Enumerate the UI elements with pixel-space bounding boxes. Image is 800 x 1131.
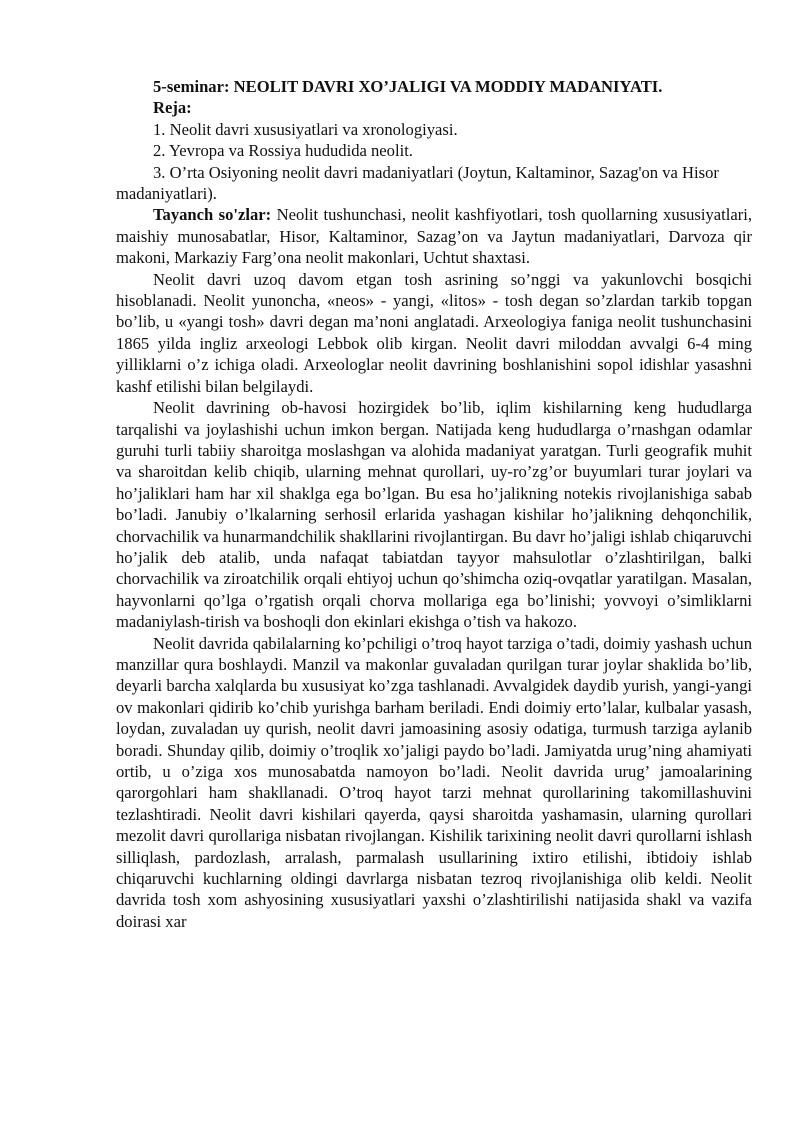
document-page [116, 76, 752, 932]
keywords-label: Tayanch so'zlar: [153, 205, 272, 225]
plan-item: 3. O’rta Osiyoning neolit davri madaniyatlari (Joytun, Kaltaminor, Sazag'on va Hisor madaniyatlari). [116, 162, 719, 204]
plan-heading: Reja: [153, 98, 192, 118]
body-paragraph: Neolit davrida qabilalarning ko’pchiligi o’troq hayot tarziga o’tadi, doimiy yashash uchun manzillar qura boshlaydi. Manzil va makonlar guvaladan qurilgan turar joylar shaklida bo’lib, deyarli barcha xalqlarda bu xususiyat ko’zga tashlanadi. Avvalgidek daydib yurish, yangi-yangi ov makonlari qidirib ko’chib yurishga barham beriladi. Endi doimiy erto’lalar, kulbalar yasash, loydan, zuvaladan uy qurish, neolit davri jamoasining asosiy odatiga, turmush tarziga aylanib boradi. Shunday qilib, doimiy o’troqlik xo’jaligi paydo bo’ladi. Jamiyatda urug’ning ahamiyati ortib, u o’ziga xos munosabatda namoyon bo’ladi. Neolit davrida urug’ jamoalarining qarorgohlari ham shakllanadi. O’troq hayot tarzi mehnat qurollarining takomillashuvini tezlashtiradi. Neolit davri kishilari qayerda, qaysi sharoitda yashamasin, ularning qurollari mezolit davri qurollariga nisbatan rivojlangan. Kishilik tarixining neolit davri qurollarni ishlash silliqlash, pardozlash, arralash, parmalash usullarining ixtiro etilishi, ibtidoiy ishlab chiqaruvchi kuchlarning oldingi davrlarga nisbatan tezroq rivojlanishiga olib keldi. Neolit davrida tosh xom ashyosining xususiyatlari yaxshi o’zlashtirilishi natijasida shakl va vazifa doirasi xar [116, 633, 752, 931]
body-paragraph: Neolit davri uzoq davom etgan tosh asrining so’nggi va yakunlovchi bosqichi hisoblanadi. Neolit yunoncha, «neos» - yangi, «litos» - tosh degan so’zlardan tarkib topgan bo’lib, u «yangi tosh» davri degan ma’noni anglatadi. Arxeologiya faniga neolit tushunchasini 1865 yilda ingliz arxeologi Lebbok olib kirgan. Neolit davri miloddan avvalgi 6-4 ming yilliklarni o’z ichiga oladi. Arxeologlar neolit davrining boshlanishini sopol idishlar yasashni kashf etilishi bilan belgilaydi. [116, 269, 752, 396]
page-title: 5-seminar: NEOLIT DAVRI XO’JALIGI VA MODDIY MADANIYATI. [153, 77, 663, 96]
plan-item: 1. Neolit davri xususiyatlari va xronologiyasi. [153, 119, 458, 139]
keywords-text: Neolit tushunchasi, neolit kashfiyotlari, tosh quollarning xususiyatlari, maishiy munosabatlar, Hisor, Kaltaminor, Sazag’on va Jaytun madaniyatlari, Darvoza qir makoni, Markaziy Farg’ona neolit makonlari, Uchtut shaxtasi. [116, 205, 752, 268]
body-paragraph: Neolit davrining ob-havosi hozirgidek bo’lib, iqlim kishilarning keng hududlarga tarqalishi va joylashishi uchun imkon bergan. Natijada keng hududlarga o’rnashgan odamlar guruhi turli tabiiy sharoitga moslashgan va alohida madaniyat yaratgan. Turli geografik muhit va sharoitdan kelib chiqib, ularning mehnat qurollari, uy-ro’zg’or buyumlari turar joylari va ho’jaliklari ham har xil shaklga ega bo’lgan. Bu esa ho’jalikning notekis rivojlanishiga sabab bo’ladi. Janubiy o’lkalarning serhosil erlarida yashagan kishilar ho’jalikning dehqonchilik, chorvachilik va hunarmandchilik shakllarini rivojlantirgan. Bu davr ho’jaligi ishlab chiqaruvchi ho’jalik deb atalib, unda nafaqat tabiatdan tayyor mahsulotlar o’zlashtirilgan, balki chorvachilik va ziroatchilik orqali ehtiyoj uchun qo’shimcha oziq-ovqatlar yaratilgan. Masalan, hayvonlarni qo’lga o’rgatish orqali chorva mollariga ega bo’linishi; yovvoyi o’simliklarni madaniylash-tirish va boshoqli don ekinlari ekishga o’tish va hakozo. [116, 398, 752, 632]
plan-item: 2. Yevropa va Rossiya hududida neolit. [153, 141, 413, 161]
keywords-paragraph [116, 204, 752, 268]
